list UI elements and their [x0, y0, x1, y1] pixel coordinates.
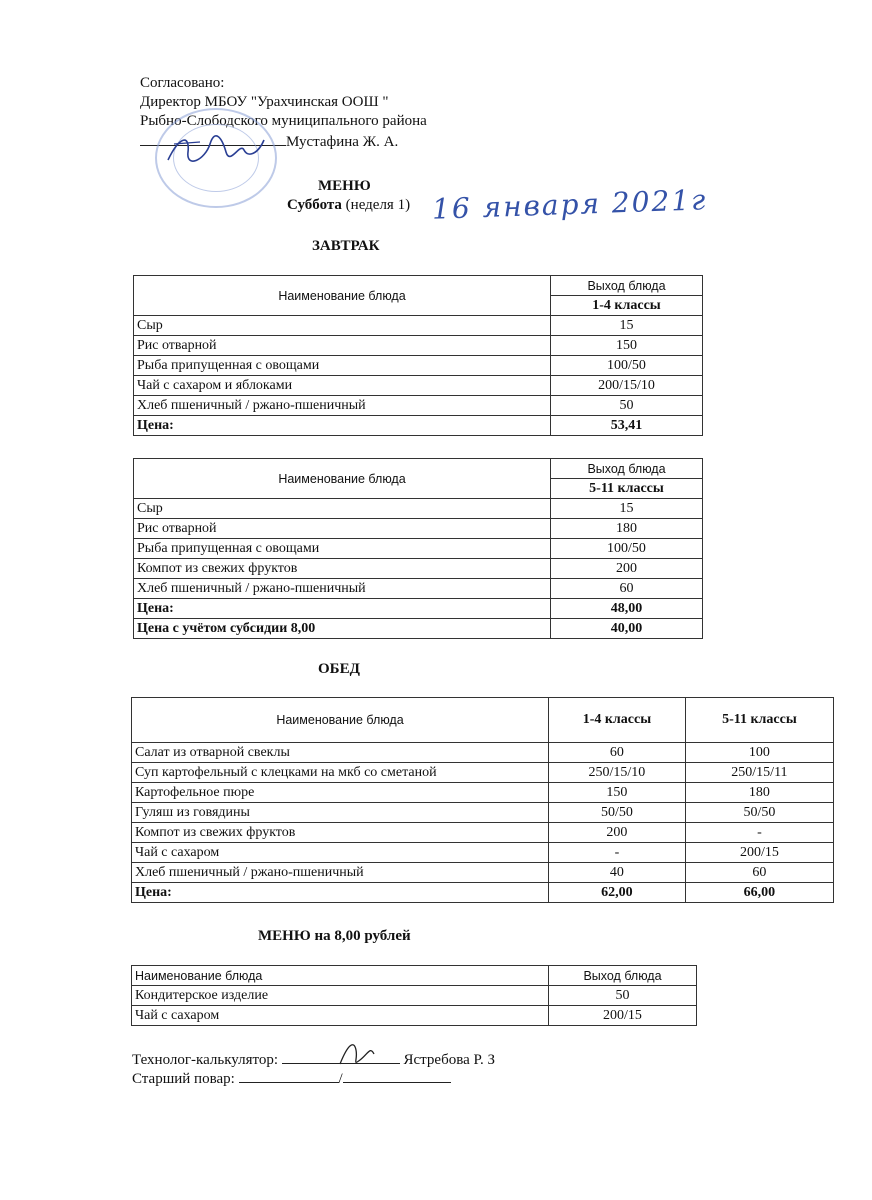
- price-row: [134, 599, 703, 619]
- technologist-signature: [330, 1036, 380, 1070]
- menu-day: [287, 197, 410, 214]
- subsidy-label: Цена с учётом субсидии 8,00: [134, 619, 551, 639]
- table-row: [132, 763, 834, 783]
- col-yield-header: Выход блюда: [549, 966, 697, 986]
- table-row: [132, 1006, 697, 1026]
- dish-yield: 15: [551, 316, 703, 336]
- dish-name: Чай с сахаром: [132, 843, 549, 863]
- dish-name: Сыр: [134, 499, 551, 519]
- price-value: 53,41: [551, 416, 703, 436]
- dish-name: Суп картофельный с клецками на мкб со сметаной: [132, 763, 549, 783]
- table-row: [132, 783, 834, 803]
- yield-1-4: -: [549, 843, 686, 863]
- cook-label: Старший повар:: [132, 1071, 235, 1087]
- dish-yield: 100/50: [551, 539, 703, 559]
- table-row: [134, 539, 703, 559]
- yield-5-11: 60: [685, 863, 833, 883]
- subsidy-value: 40,00: [551, 619, 703, 639]
- director-signature: [160, 130, 270, 170]
- yield-5-11: 250/15/11: [685, 763, 833, 783]
- cook-signature-blank: [239, 1069, 339, 1083]
- dish-name: Гуляш из говядины: [132, 803, 549, 823]
- breakfast-table-5-11: [133, 458, 703, 639]
- price-value: 48,00: [551, 599, 703, 619]
- dish-yield: 50: [551, 396, 703, 416]
- dish-yield: 15: [551, 499, 703, 519]
- dish-name: Компот из свежих фруктов: [134, 559, 551, 579]
- approval-district: Рыбно-Слободского муниципального района: [140, 113, 427, 129]
- table-row: [134, 356, 703, 376]
- dish-name: Картофельное пюре: [132, 783, 549, 803]
- dish-yield: 200/15: [549, 1006, 697, 1026]
- yield-1-4: 150: [549, 783, 686, 803]
- dish-yield: 200/15/10: [551, 376, 703, 396]
- dish-name: Рис отварной: [134, 336, 551, 356]
- table-row: [134, 316, 703, 336]
- table-row: [134, 559, 703, 579]
- table-row: [132, 743, 834, 763]
- col-name-header: Наименование блюда: [134, 459, 551, 499]
- dish-name: Кондитерское изделие: [132, 986, 549, 1006]
- table-row: [134, 579, 703, 599]
- col-group-1-4-header: 1-4 классы: [549, 698, 686, 743]
- price-1-4: 62,00: [549, 883, 686, 903]
- table-row: [134, 499, 703, 519]
- col-yield-header: Выход блюда: [551, 459, 703, 479]
- price-row: [132, 883, 834, 903]
- dish-name: Компот из свежих фруктов: [132, 823, 549, 843]
- week-label: (неделя 1): [345, 197, 411, 213]
- price-label: Цена:: [134, 599, 551, 619]
- snack-table: [131, 965, 697, 1026]
- dish-yield: 180: [551, 519, 703, 539]
- dish-name: Хлеб пшеничный / ржано-пшеничный: [132, 863, 549, 883]
- approval-signer: Мустафина Ж. А.: [286, 134, 399, 150]
- technologist-label: Технолог-калькулятор:: [132, 1052, 279, 1068]
- yield-1-4: 200: [549, 823, 686, 843]
- dish-yield: 100/50: [551, 356, 703, 376]
- dish-name: Рис отварной: [134, 519, 551, 539]
- dish-yield: 150: [551, 336, 703, 356]
- yield-5-11: 180: [685, 783, 833, 803]
- technologist-name: Ястребова Р. З: [403, 1052, 495, 1068]
- price-label: Цена:: [132, 883, 549, 903]
- yield-5-11: 200/15: [685, 843, 833, 863]
- col-name-header: Наименование блюда: [132, 966, 549, 986]
- dish-name: Салат из отварной свеклы: [132, 743, 549, 763]
- col-name-header: Наименование блюда: [134, 276, 551, 316]
- table-row: [132, 986, 697, 1006]
- dish-name: Чай с сахаром и яблоками: [134, 376, 551, 396]
- menu-title: МЕНЮ: [318, 178, 371, 194]
- group-header: 1-4 классы: [551, 296, 703, 316]
- lunch-table: [131, 697, 834, 903]
- dish-name: Рыба припущенная с овощами: [134, 539, 551, 559]
- price-5-11: 66,00: [685, 883, 833, 903]
- cook-separator: /: [338, 1071, 343, 1087]
- yield-5-11: -: [685, 823, 833, 843]
- lunch-title: ОБЕД: [318, 661, 360, 677]
- dish-name: Хлеб пшеничный / ржано-пшеничный: [134, 579, 551, 599]
- table-row: [134, 519, 703, 539]
- col-group-5-11-header: 5-11 классы: [685, 698, 833, 743]
- dish-name: Сыр: [134, 316, 551, 336]
- technologist-line: [132, 1050, 495, 1069]
- handwritten-date: 16 января 2021г: [431, 183, 708, 226]
- yield-5-11: 100: [685, 743, 833, 763]
- subsidy-row: [134, 619, 703, 639]
- snack-title: МЕНЮ на 8,00 рублей: [258, 928, 411, 944]
- yield-1-4: 250/15/10: [549, 763, 686, 783]
- dish-name: Хлеб пшеничный / ржано-пшеничный: [134, 396, 551, 416]
- yield-1-4: 60: [549, 743, 686, 763]
- day-name: Суббота: [287, 197, 342, 213]
- table-row: [134, 396, 703, 416]
- yield-1-4: 40: [549, 863, 686, 883]
- price-row: [134, 416, 703, 436]
- cook-name-blank: [343, 1069, 451, 1083]
- cook-line: [132, 1069, 451, 1088]
- group-header: 5-11 классы: [551, 479, 703, 499]
- table-row: [132, 803, 834, 823]
- col-name-header: Наименование блюда: [132, 698, 549, 743]
- yield-1-4: 50/50: [549, 803, 686, 823]
- col-yield-header: Выход блюда: [551, 276, 703, 296]
- table-row: [134, 336, 703, 356]
- table-row: [134, 376, 703, 396]
- dish-yield: 50: [549, 986, 697, 1006]
- dish-name: Чай с сахаром: [132, 1006, 549, 1026]
- dish-yield: 60: [551, 579, 703, 599]
- breakfast-title: ЗАВТРАК: [312, 238, 380, 254]
- breakfast-table-1-4: [133, 275, 703, 436]
- approval-label: Согласовано:: [140, 75, 225, 91]
- table-row: [132, 843, 834, 863]
- table-row: [132, 863, 834, 883]
- dish-name: Рыба припущенная с овощами: [134, 356, 551, 376]
- dish-yield: 200: [551, 559, 703, 579]
- price-label: Цена:: [134, 416, 551, 436]
- yield-5-11: 50/50: [685, 803, 833, 823]
- table-row: [132, 823, 834, 843]
- approval-director: Директор МБОУ "Урахчинская ООШ ": [140, 94, 389, 110]
